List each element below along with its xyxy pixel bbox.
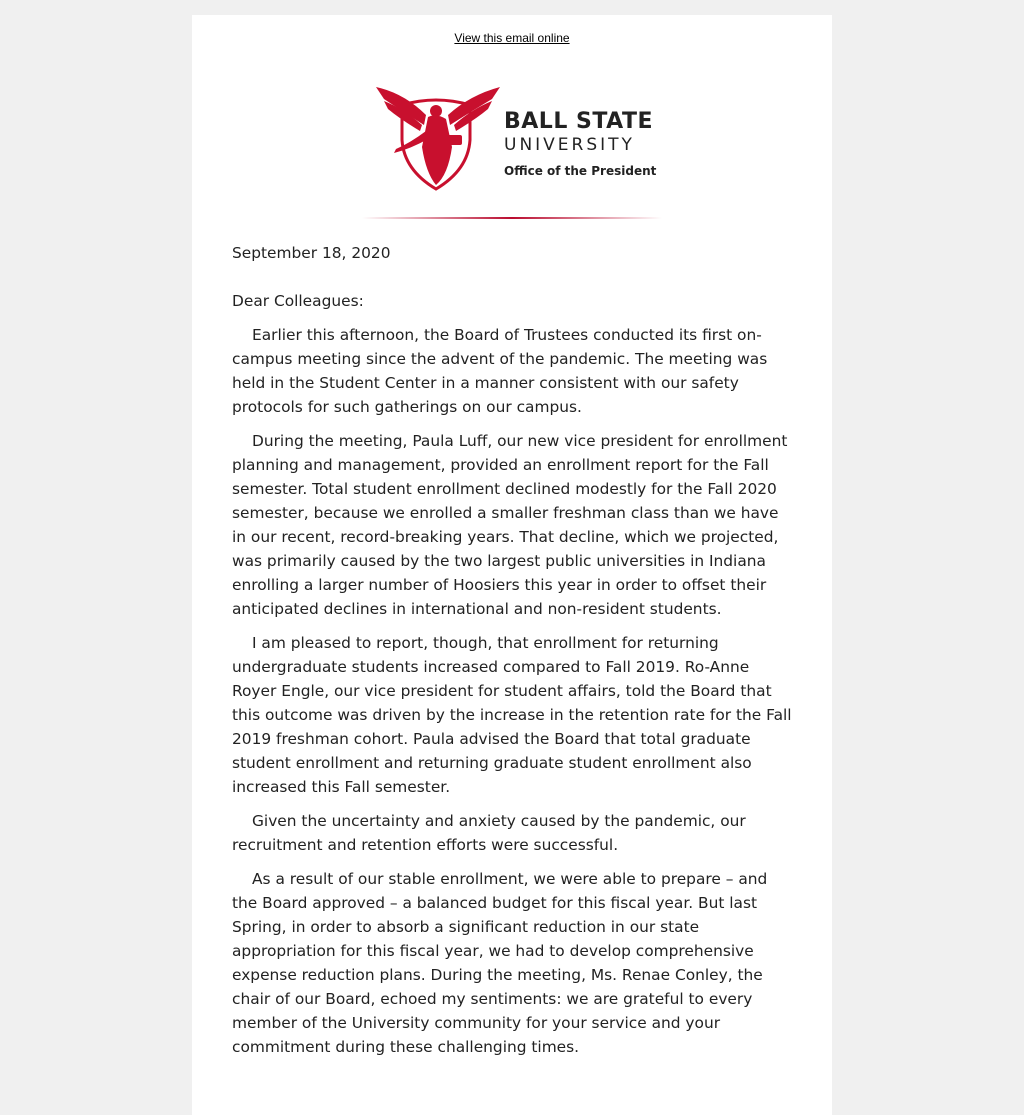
letter-paragraph: I am pleased to report, though, that enrollment for returning undergraduate students increased compared to Fall 2019. Ro-Anne Royer Engle, our vice president for student affairs, told the Board that this outcome was driven by the increase in the retention rate for the Fall 2019 freshman cohort. Paula advised the Board that total graduate student enrollment and returning graduate student enrollment also increased this Fall semester.: [232, 634, 792, 796]
letter-paragraph: Earlier this afternoon, the Board of Trustees conducted its first on-campus meeting since the advent of the pandemic. The meeting was held in the Student Center in a manner consistent with our safety protocols for such gatherings on our campus.: [232, 326, 768, 416]
view-online-link[interactable]: View this email online: [454, 31, 570, 45]
letter-salutation: Dear Colleagues:: [232, 292, 364, 310]
letter-paragraph: As a result of our stable enrollment, we were able to prepare – and the Board approved – a balanced budget for this fiscal year. But last Spring, in order to absorb a significant reduction in our state appropriation for this fiscal year, we had to develop comprehensive expense reduction plans. During the meeting, Ms. Renae Conley, the chair of our Board, echoed my sentiments: we are grateful to every member of the University community for your service and your commitment during these challenging times.: [232, 870, 768, 1056]
header-divider: [362, 217, 662, 219]
logo-line-office: Office of the President: [504, 164, 657, 178]
logo-line-ball-state: BALL STATE: [504, 109, 653, 134]
logo-wordmark: [504, 110, 656, 178]
email-body: [192, 15, 832, 1115]
letter-date: September 18, 2020: [232, 244, 391, 262]
letter-paragraph: During the meeting, Paula Luff, our new vice president for enrollment planning and management, provided an enrollment report for the Fall semester. Total student enrollment declined modestly for the Fall 2020 semester, because we enrolled a smaller freshman class than we have in our recent, record-breaking years. That decline, which we projected, was primarily caused by the two largest public universities in Indiana enrolling a larger number of Hoosiers this year in order to offset their anticipated declines in international and non-resident students.: [232, 432, 788, 618]
letter-content: [232, 241, 794, 1069]
logo-line-university: UNIVERSITY: [504, 135, 635, 155]
letter-paragraph: Given the uncertainty and anxiety caused by the pandemic, our recruitment and retention efforts were successful.: [232, 812, 746, 854]
cardinal-beneficence-shield-icon: [376, 87, 500, 189]
